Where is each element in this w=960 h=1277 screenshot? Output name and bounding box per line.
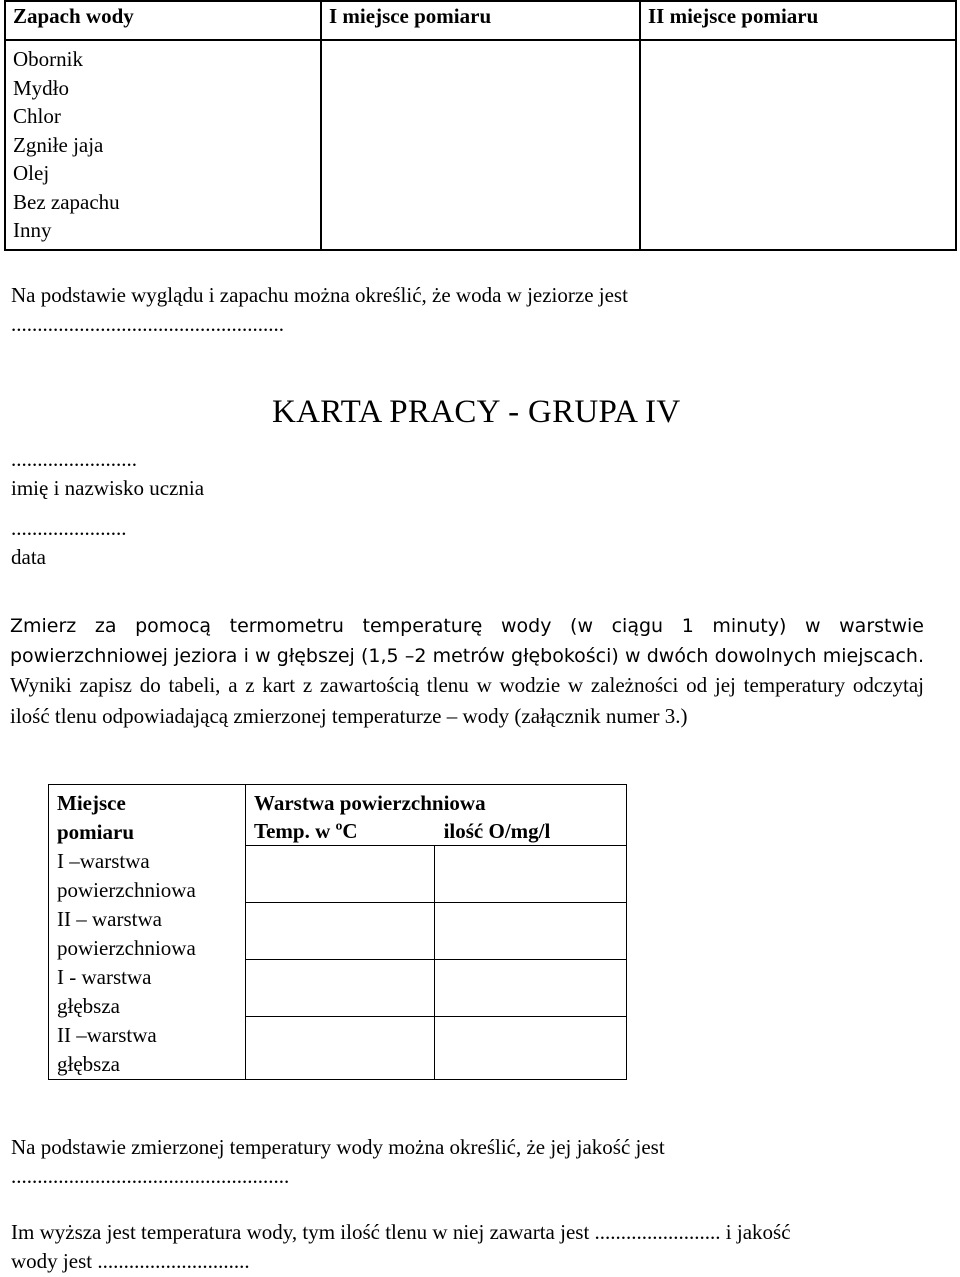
final-sentence-line-2: wody jest ............................. xyxy=(11,1249,250,1273)
smell-options-cell xyxy=(5,40,321,250)
temp-cell[interactable] xyxy=(246,846,434,903)
temp-conclusion-text: Na podstawie zmierzonej temperatury wody można określić, że jej jakość jest xyxy=(11,1135,665,1159)
place-row: głębsza xyxy=(57,994,120,1018)
oxygen-cell[interactable] xyxy=(435,846,626,903)
places-header-1: Miejsce xyxy=(57,791,126,815)
smell-conclusion-text: Na podstawie wyglądu i zapachu można określić, że woda w jeziorze jest xyxy=(11,283,628,307)
instruction-part-1: Zmierz za pomocą termometru temperaturę wody (w ciągu 1 minuty) w warstwie powierzchniowej jeziora i w głębszej (1,5 –2 metrów głębokości) w dwóch dowolnych miejscach. xyxy=(10,615,924,668)
temp-cell[interactable] xyxy=(246,960,434,1017)
header-place-2: II miejsce pomiaru xyxy=(640,1,956,40)
smell-option: Mydło xyxy=(13,75,70,100)
place-2-answer-cell[interactable] xyxy=(640,40,956,250)
surface-layer-title: Warstwa powierzchniowa xyxy=(254,791,486,815)
temp-cell[interactable] xyxy=(246,1017,434,1072)
place-row: II –warstwa xyxy=(57,1023,157,1047)
temp-column-header: Temp. w ºC xyxy=(254,819,358,843)
worksheet-title: KARTA PRACY - GRUPA IV xyxy=(272,394,681,430)
header-smell: Zapach wody xyxy=(5,1,321,40)
place-row: powierzchniowa xyxy=(57,878,196,902)
measurement-places-cell xyxy=(49,785,246,1080)
name-blank[interactable]: ........................ xyxy=(11,447,137,471)
smell-option: Zgniłe jaja xyxy=(13,132,104,157)
name-label: imię i nazwisko ucznia xyxy=(11,476,205,500)
final-sentence-line-1: Im wyższa jest temperatura wody, tym ilość tlenu w niej zawarta jest ........................ i jakość xyxy=(11,1220,791,1244)
oxygen-column-header: ilość O/mg/l xyxy=(443,819,551,843)
places-header-2: pomiaru xyxy=(57,820,135,844)
temp-column xyxy=(246,846,435,1080)
oxygen-cell[interactable] xyxy=(435,903,626,960)
oxygen-cell[interactable] xyxy=(435,960,626,1017)
smell-option: Bez zapachu xyxy=(13,189,120,214)
smell-option: Inny xyxy=(13,218,52,242)
oxygen-column xyxy=(435,846,627,1080)
smell-option: Olej xyxy=(13,161,50,185)
smell-conclusion-blank[interactable]: .................................................... xyxy=(11,312,284,336)
date-blank[interactable]: ...................... xyxy=(11,516,127,540)
header-place-1: I miejsce pomiaru xyxy=(321,1,640,40)
temp-cell[interactable] xyxy=(246,903,434,960)
date-label: data xyxy=(11,545,46,569)
smell-option: Obornik xyxy=(13,47,83,71)
surface-layer-header xyxy=(246,785,627,846)
place-row: II – warstwa xyxy=(57,907,162,931)
temp-conclusion-blank[interactable]: ..................................................... xyxy=(11,1164,290,1188)
measurement-table xyxy=(48,784,627,1080)
oxygen-cell[interactable] xyxy=(435,1017,626,1072)
place-1-answer-cell[interactable] xyxy=(321,40,640,250)
place-row: powierzchniowa xyxy=(57,936,196,960)
place-row: głębsza xyxy=(57,1052,120,1076)
place-row: I - warstwa xyxy=(57,965,152,989)
instruction-part-2: Wyniki zapisz do tabeli, a z kart z zawartością tlenu w wodzie w zależności od jej temperatury odczytaj ilość tlenu odpowiadającą zmierzonej temperaturze – wody (załącznik numer 3.) xyxy=(10,673,924,728)
smell-table xyxy=(4,0,957,251)
place-row: I –warstwa xyxy=(57,849,150,873)
smell-option: Chlor xyxy=(13,104,61,128)
instruction-paragraph xyxy=(10,612,924,732)
